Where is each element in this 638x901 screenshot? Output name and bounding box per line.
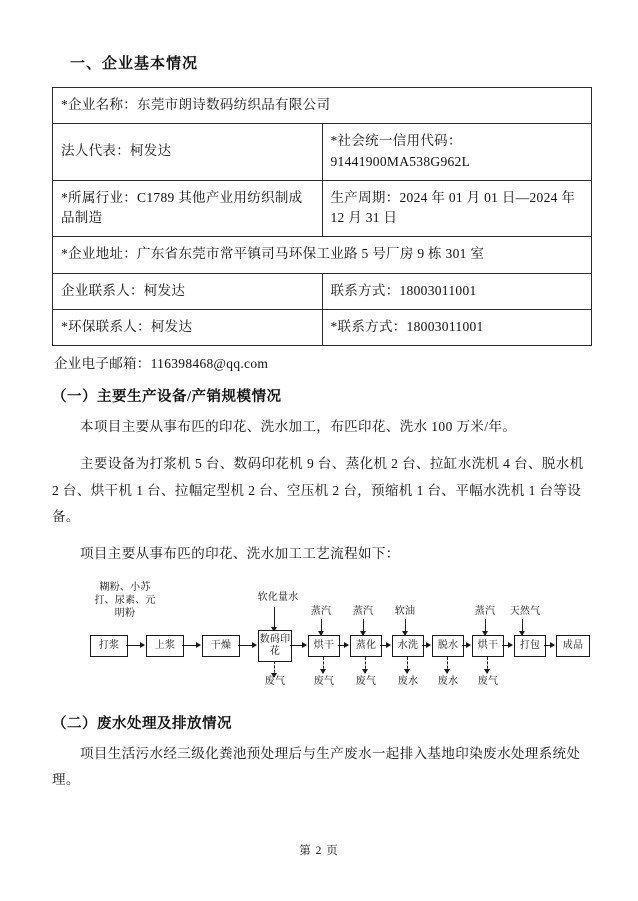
flow-input-label-1: 软化量水 [257, 591, 299, 603]
subsection-heading-wastewater: （二）废水处理及排放情况 [52, 715, 232, 732]
flow-arrow-input-softener [405, 619, 406, 635]
flow-output-label-0: 废气 [264, 675, 286, 687]
flow-arrow-6 [422, 645, 430, 646]
flow-input-label-0: 糊粉、小苏打、尿素、元明粉 [94, 581, 156, 619]
company-email-line: 企业电子邮箱：116398468@qq.com [54, 356, 269, 371]
contact-phone-cell: 联系方式：18003011001 [322, 273, 592, 309]
table-row [53, 88, 592, 124]
flow-arrow-waste-2 [365, 657, 366, 673]
flow-arrow-waste-3 [407, 657, 408, 673]
page-footer: 第 2 页 [299, 845, 339, 857]
flow-input-label-4: 软油 [394, 605, 416, 617]
production-period-cell: 生产周期：2024 年 01 月 01 日—2024 年 12 月 31 日 [322, 180, 592, 237]
flow-step-8: 烘干 [472, 635, 504, 657]
flow-arrow-waste-4 [447, 657, 448, 673]
company-name-cell: *企业名称：东莞市朗诗数码纺织品有限公司 [53, 88, 592, 124]
table-row [53, 237, 592, 273]
credit-code-cell: *社会统一信用代码：91441900MA538G962L [322, 124, 592, 181]
flow-output-label-5: 废气 [477, 675, 499, 687]
legal-rep-cell: 法人代表：柯发达 [53, 124, 323, 181]
flow-step-10: 成品 [556, 635, 590, 657]
flow-step-1: 上浆 [146, 635, 184, 657]
flow-input-label-3: 蒸汽 [352, 605, 374, 617]
flow-arrow-5 [380, 645, 390, 646]
table-row [53, 180, 592, 237]
paragraph-wastewater: 项目生活污水经三级化粪池预处理后与生产废水一起排入基地印染废水处理系统处理。 [52, 745, 581, 787]
company-address-cell: *企业地址：广东省东莞市常平镇司马环保工业路 5 号厂房 9 栋 301 室 [53, 237, 592, 273]
flow-input-label-6: 天然气 [509, 605, 541, 617]
flow-arrow-1 [182, 645, 200, 646]
company-info-table [52, 87, 592, 346]
flow-input-label-2: 蒸汽 [310, 605, 332, 617]
contact-person-cell: 企业联系人：柯发达 [53, 273, 323, 309]
flow-arrow-8 [502, 645, 512, 646]
flow-output-label-4: 废水 [437, 675, 459, 687]
table-row [53, 273, 592, 309]
flow-step-3: 数码印花 [258, 630, 292, 662]
flow-arrow-input-steam-3 [485, 619, 486, 635]
paragraph-equipment-list: 主要设备为打浆机 5 台、数码印花机 9 台、蒸化机 2 台、拉缸水洗机 4 台、脱水机 2 台、烘干机 1 台、拉幅定型机 2 台、空压机 2 台，预缩机 1 台、平幅水洗机 1 台等设备。 [52, 456, 584, 524]
flow-arrow-4 [338, 645, 348, 646]
flow-input-label-5: 蒸汽 [474, 605, 496, 617]
flow-step-6: 水洗 [392, 635, 424, 657]
industry-cell: *所属行业：C1789 其他产业用纺织制成品制造 [53, 180, 323, 237]
paragraph-production-scale: 本项目主要从事布匹的印花、洗水加工，布匹印花、洗水 100 万米/年。 [80, 419, 517, 434]
flow-arrow-7 [462, 645, 470, 646]
flow-arrow-waste-5 [487, 657, 488, 673]
flow-step-4: 烘干 [308, 635, 340, 657]
table-row [53, 309, 592, 345]
table-row [53, 124, 592, 181]
flow-arrow-3 [290, 645, 306, 646]
flow-arrow-waste-1 [323, 657, 324, 673]
flow-arrow-2 [238, 645, 256, 646]
env-contact-person-cell: *环保联系人：柯发达 [53, 309, 323, 345]
flow-step-5: 蒸化 [350, 635, 382, 657]
flow-step-0: 打浆 [90, 635, 128, 657]
flow-arrow-0 [126, 645, 144, 646]
flow-arrow-9 [544, 645, 554, 646]
flow-output-label-2: 废气 [355, 675, 377, 687]
flow-step-9: 打包 [514, 635, 546, 657]
flow-arrow-input-steam-2 [363, 619, 364, 635]
flow-arrow-input-steam-1 [321, 619, 322, 635]
paragraph-process-intro: 项目主要从事布匹的印花、洗水加工工艺流程如下： [80, 546, 400, 562]
flow-arrow-input-water [274, 607, 275, 631]
flow-step-7: 脱水 [432, 635, 464, 657]
flow-arrow-input-gas [522, 619, 523, 635]
flow-output-label-1: 废气 [313, 675, 335, 687]
subsection-heading-production: （一）主要生产设备/产销规模情况 [52, 389, 282, 405]
env-contact-phone-cell: *联系方式：18003011001 [322, 309, 592, 345]
page-content [52, 52, 592, 804]
process-flow-diagram [52, 579, 592, 699]
page-title: 一、企业基本情况 [70, 56, 199, 72]
flow-step-2: 干燥 [202, 635, 240, 657]
flow-output-label-3: 废水 [397, 675, 419, 687]
